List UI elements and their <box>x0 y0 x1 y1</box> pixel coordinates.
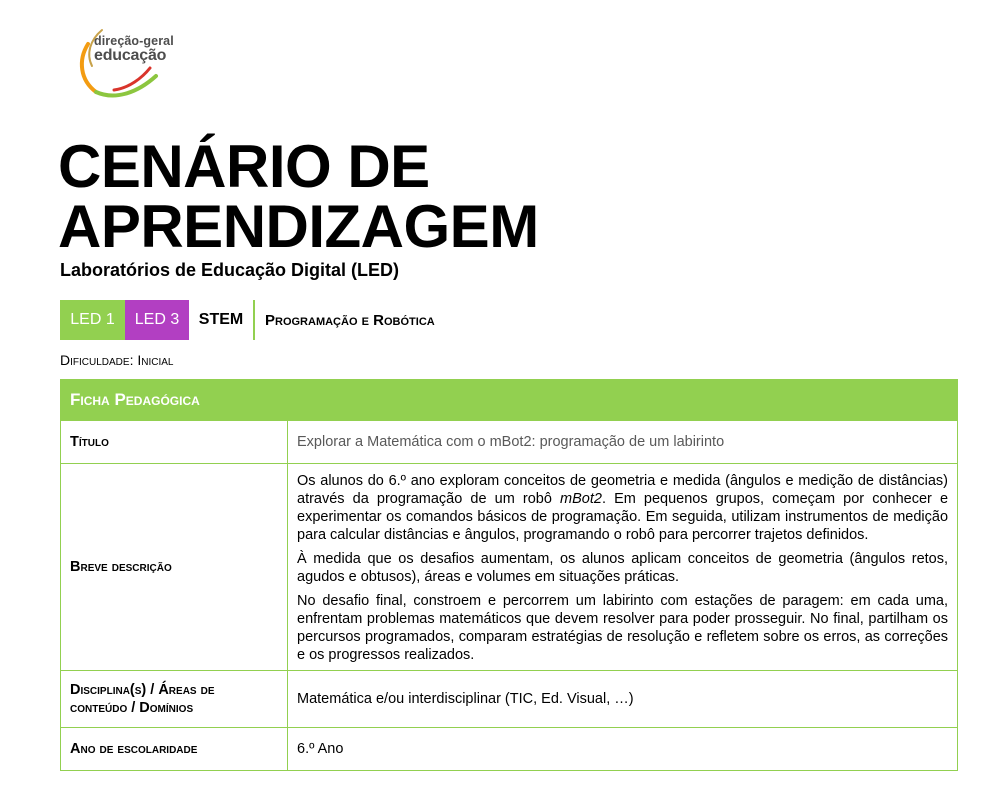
disciplinas-label-line2: conteúdo / Domínios <box>70 700 194 716</box>
table-row-descricao <box>61 464 958 671</box>
ano-label: Ano de escolaridade <box>61 728 288 771</box>
descricao-p1-start: Os alunos do 6.º ano exploram conceitos de geometria e medida (ângulos e medição de distâncias) através da programação de um robô <box>297 473 949 507</box>
table-row-titulo <box>61 421 958 464</box>
titulo-label: Título <box>61 421 288 464</box>
dge-logo <box>74 20 194 100</box>
descricao-value <box>288 464 958 671</box>
table-row-ano <box>61 728 958 771</box>
descricao-paragraph-2: À medida que os desafios aumentam, os alunos aplicam conceitos de geometria (ângulos retos, agudos e obtusos), áreas e volumes em situações práticas. <box>297 551 949 585</box>
table-row-disciplinas <box>61 671 958 728</box>
descricao-p1-end: . Em pequenos grupos, começam por conhecer e experimentar os comandos básicos de programação. Em seguida, utilizam instrumentos de medição para calcular distâncias e ângulos, programando o robô para percorrer trajetos definidos. <box>297 491 949 543</box>
tag-led3: LED 3 <box>125 300 189 340</box>
document-subtitle: Laboratórios de Educação Digital (LED) <box>60 260 400 280</box>
logo-text-line2: educação <box>94 47 167 64</box>
table-header-row <box>61 380 958 421</box>
tag-area: Programação e Robótica <box>265 311 435 329</box>
ficha-pedagogica-table <box>60 379 958 771</box>
tag-row <box>60 300 435 340</box>
disciplinas-label <box>61 671 288 728</box>
logo-text-line1: direção-geral <box>94 34 174 48</box>
ficha-header: Ficha Pedagógica <box>61 380 958 421</box>
descricao-p1-robot-name: mBot2 <box>560 491 602 507</box>
descricao-label: Breve descrição <box>61 464 288 671</box>
disciplinas-label-line1: Disciplina(s) / Áreas de <box>70 682 215 698</box>
titulo-value: Explorar a Matemática com o mBot2: programação de um labirinto <box>288 421 958 464</box>
document-title-line2: APRENDIZAGEM <box>58 193 539 260</box>
ano-value: 6.º Ano <box>288 728 958 771</box>
document-title-line1: CENÁRIO DE <box>58 133 430 200</box>
descricao-paragraph-1 <box>297 472 948 544</box>
descricao-paragraph-3: No desafio final, constroem e percorrem um labirinto com estações de paragem: em cada uma, enfrentam problemas matemáticos que devem resolver para poder prosseguir. No final, partilham os percursos programados, comparam estratégias de resolução e refletem sobre os erros, as correções e os progressos realizados. <box>297 593 949 663</box>
difficulty-label: Dificuldade: Inicial <box>60 352 174 368</box>
tag-led1: LED 1 <box>60 300 125 340</box>
disciplinas-value: Matemática e/ou interdisciplinar (TIC, Ed. Visual, …) <box>288 671 958 728</box>
document-title <box>58 133 539 260</box>
tag-stem: STEM <box>189 300 255 340</box>
